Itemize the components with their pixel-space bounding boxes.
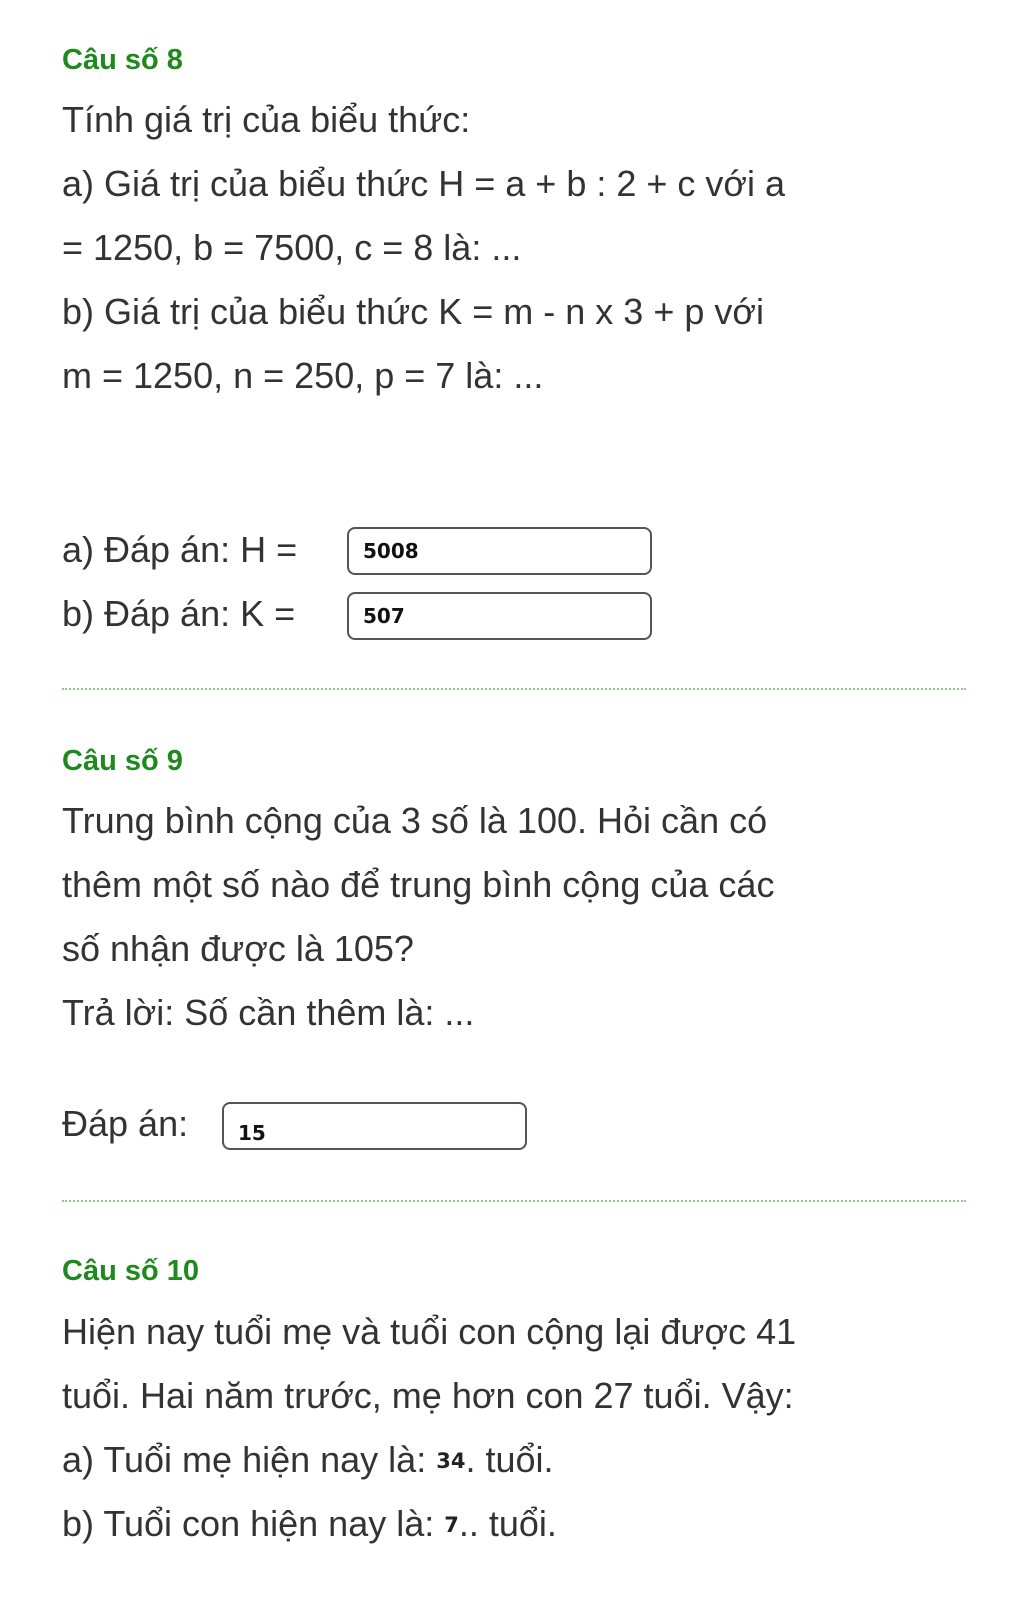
question-8-intro: Tính giá trị của biểu thức: — [62, 99, 471, 140]
question-9-answer-label: Đáp án: — [62, 1103, 189, 1144]
question-8a-text-line2: = 1250, b = 7500, c = 8 là: ... — [62, 227, 522, 268]
question-10-text-line2: tuổi. Hai năm trước, mẹ hơn con 27 tuổi. Vậy: — [62, 1375, 794, 1416]
question-8a-answer-label: a) Đáp án: H = — [62, 529, 298, 570]
question-10a-answer[interactable]: 34 — [436, 1449, 466, 1473]
question-8a-text-line1: a) Giá trị của biểu thức H = a + b : 2 + c với a — [62, 163, 786, 204]
divider — [62, 1200, 966, 1202]
question-8-title: Câu số 8 — [62, 44, 183, 76]
question-10a-line — [62, 1439, 554, 1480]
question-8b-text-line1: b) Giá trị của biểu thức K = m - n x 3 + p với — [62, 291, 764, 332]
question-9-text-line2: thêm một số nào để trung bình cộng của các — [62, 864, 775, 905]
question-8b-text-line2: m = 1250, n = 250, p = 7 là: ... — [62, 355, 544, 396]
question-10-title: Câu số 10 — [62, 1255, 199, 1287]
question-10b-suffix: .. tuổi. — [458, 1503, 557, 1544]
divider — [62, 688, 966, 690]
question-10b-prefix: b) Tuổi con hiện nay là: — [62, 1503, 445, 1544]
question-9-answer-input[interactable]: 15 — [222, 1102, 527, 1150]
question-10b-answer[interactable]: 7 — [444, 1513, 459, 1537]
question-8b-answer-input[interactable]: 507 — [347, 592, 652, 640]
question-9-text-line3: số nhận được là 105? — [62, 928, 414, 969]
question-8b-answer-label: b) Đáp án: K = — [62, 593, 296, 634]
question-9-title: Câu số 9 — [62, 745, 183, 777]
question-10a-prefix: a) Tuổi mẹ hiện nay là: — [62, 1439, 437, 1480]
question-9-text-line4: Trả lời: Số cần thêm là: ... — [62, 992, 475, 1033]
question-8a-answer-input[interactable]: 5008 — [347, 527, 652, 575]
question-10b-line — [62, 1503, 557, 1544]
question-9-text-line1: Trung bình cộng của 3 số là 100. Hỏi cần có — [62, 800, 768, 841]
question-10a-suffix: . tuổi. — [465, 1439, 554, 1480]
question-10-text-line1: Hiện nay tuổi mẹ và tuổi con cộng lại được 41 — [62, 1311, 797, 1352]
